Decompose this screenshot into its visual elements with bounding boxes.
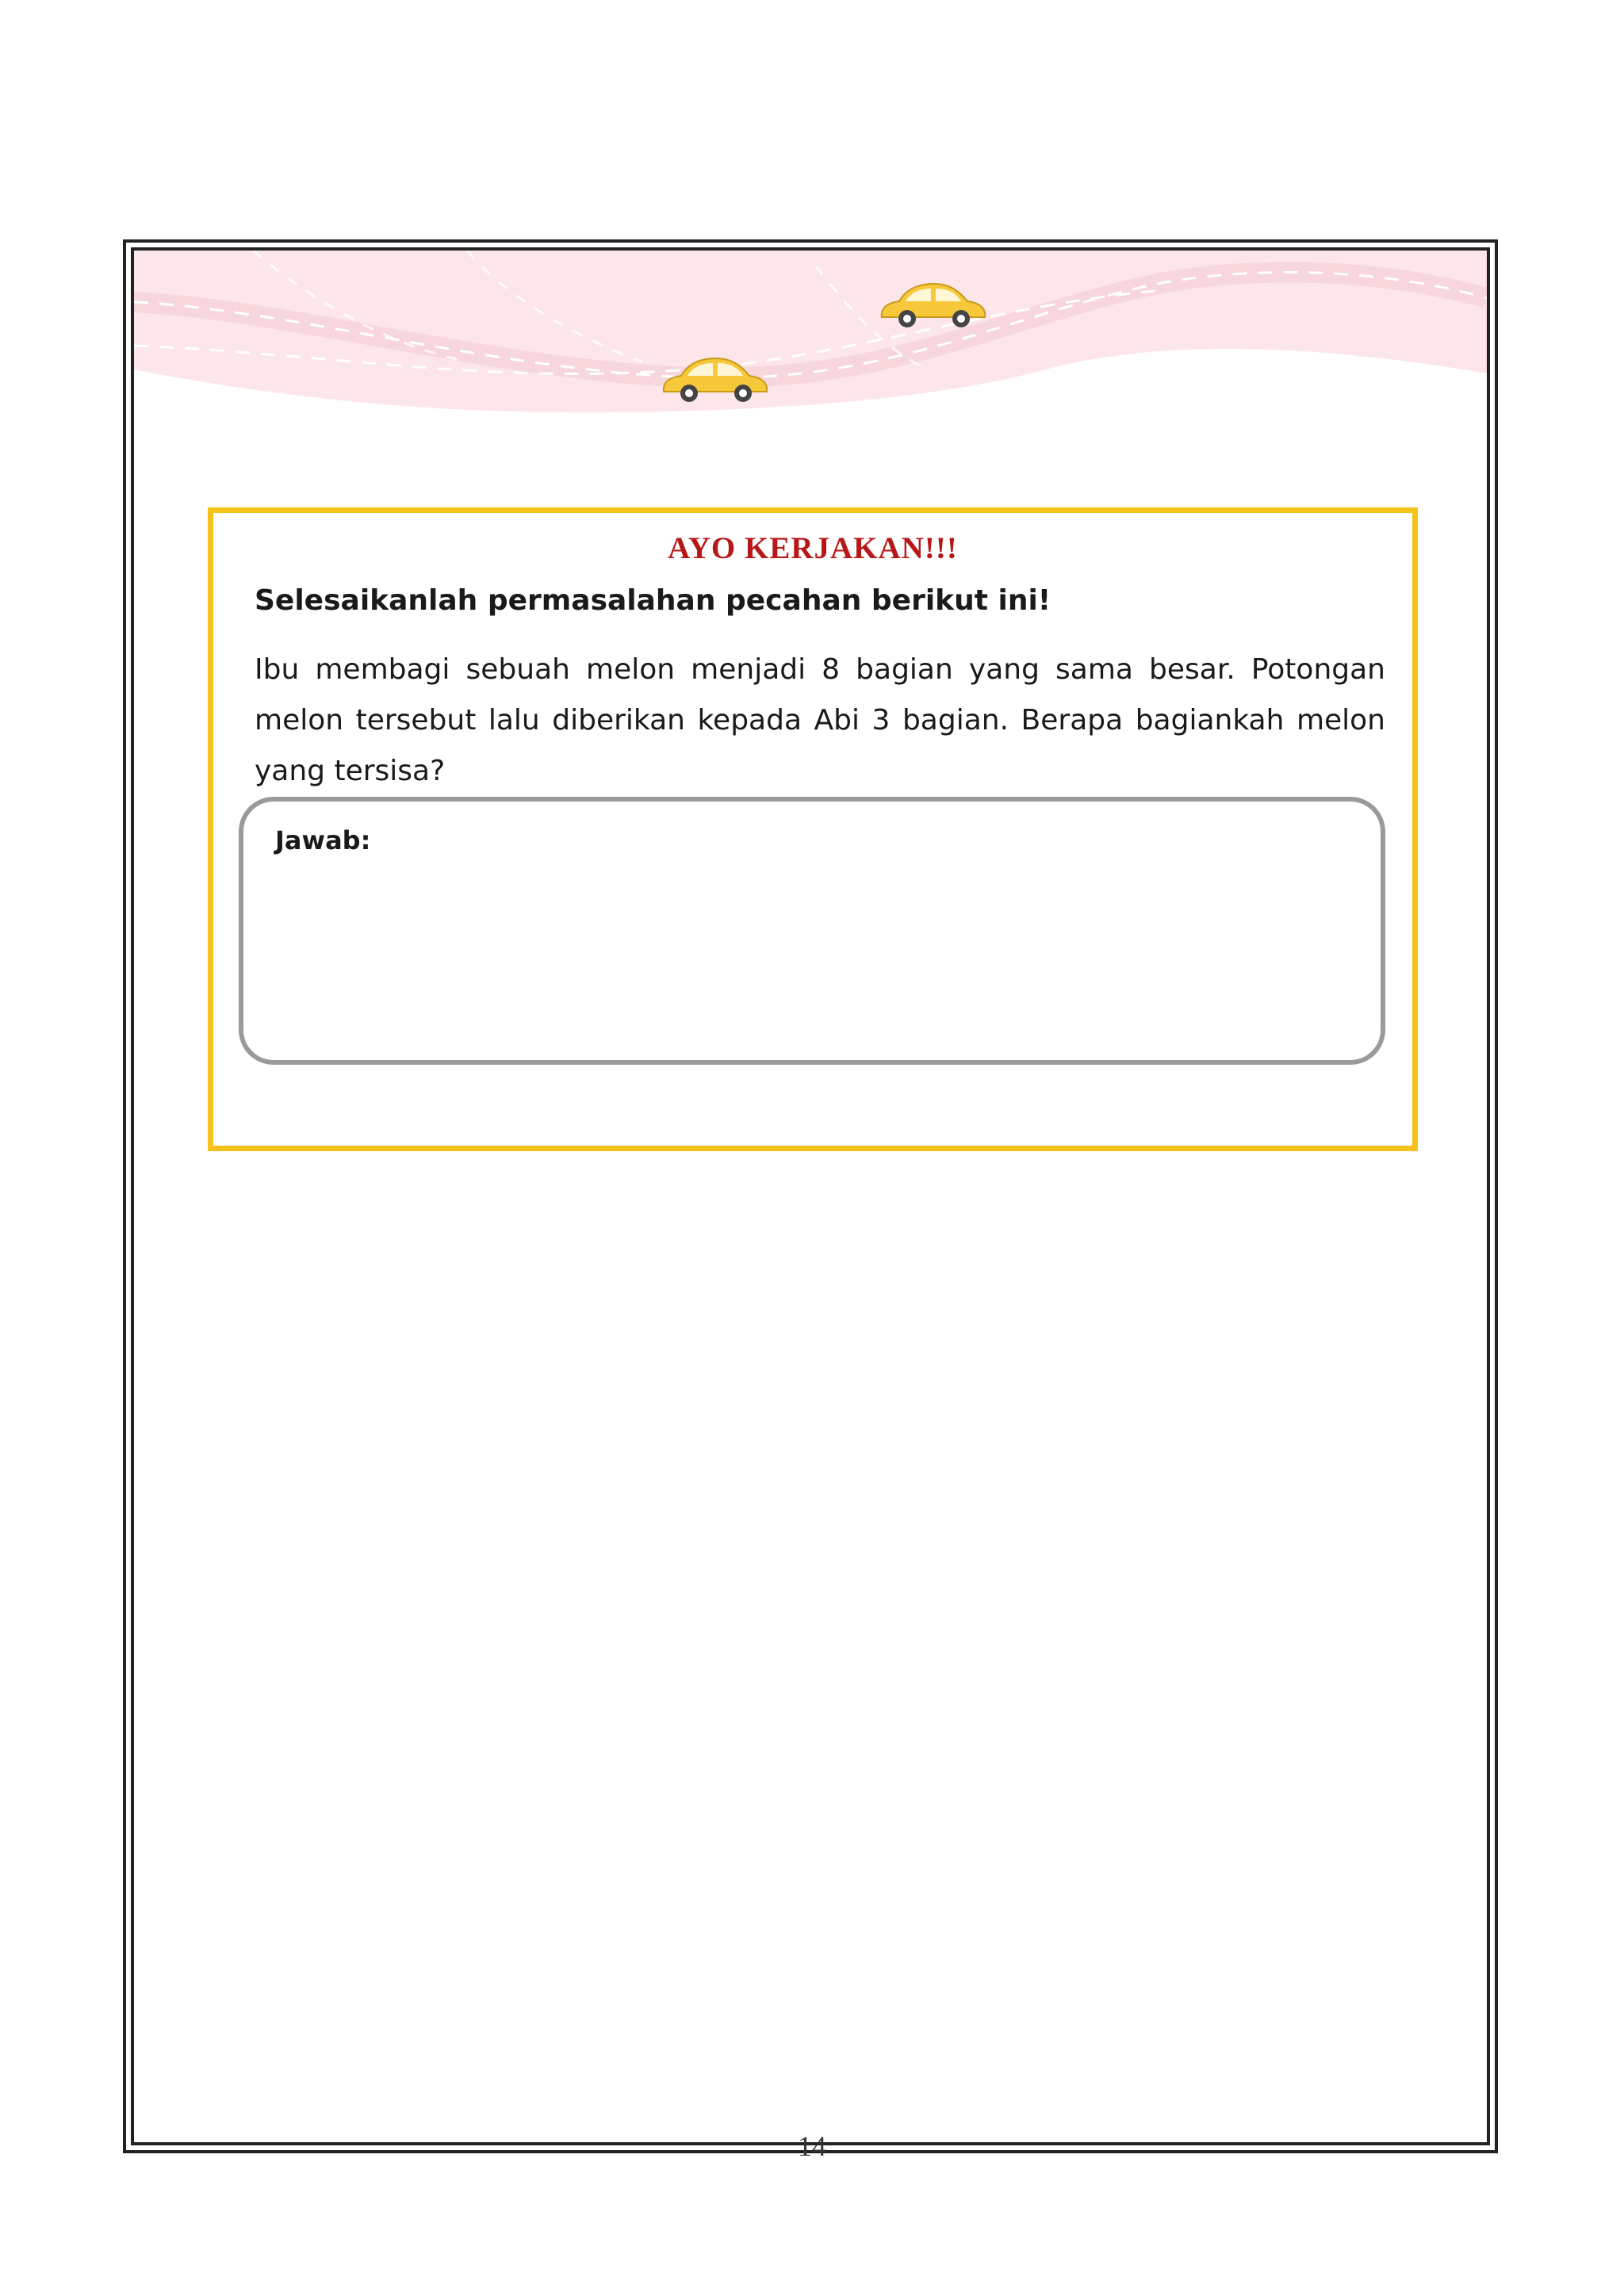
exercise-title: AYO KERJAKAN!!! (668, 531, 958, 565)
exercise-instruction: Selesaikanlah permasalahan pecahan berikut ini! (255, 584, 1051, 617)
page-number: 14 (798, 2130, 826, 2162)
exercise-box (208, 507, 1418, 1151)
road-header-decoration (134, 251, 1487, 457)
problem-text: Ibu membagi sebuah melon menjadi 8 bagian yang sama besar. Potongan melon tersebut lalu diberikan kepada Abi 3 bagian. Berapa bagiankah melon yang tersisa? (255, 653, 1385, 787)
answer-box[interactable] (239, 797, 1385, 1065)
answer-label: Jawab: (275, 825, 371, 855)
